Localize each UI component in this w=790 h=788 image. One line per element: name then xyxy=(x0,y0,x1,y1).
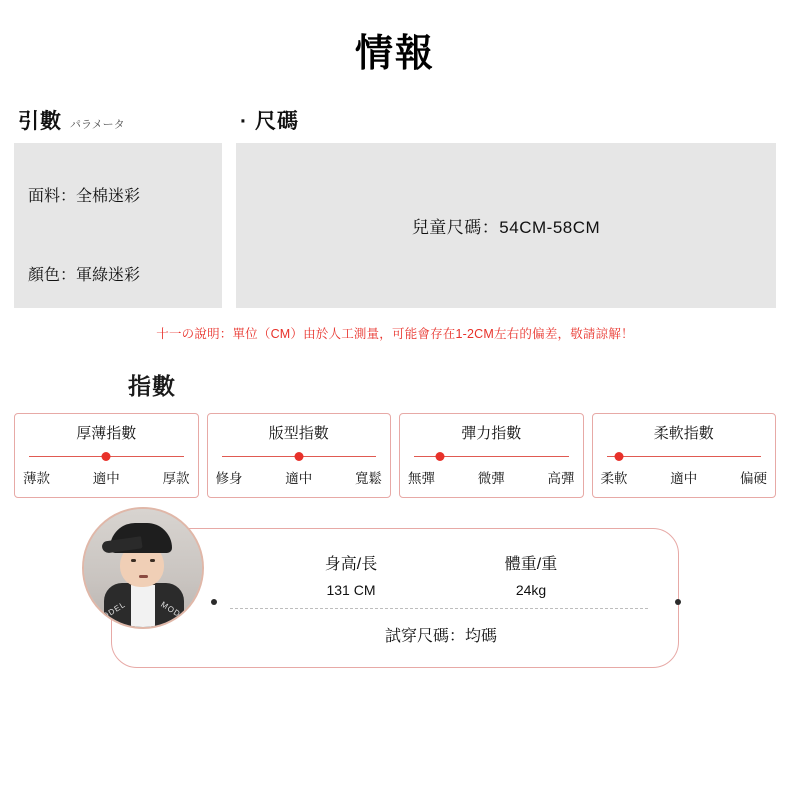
index-row xyxy=(0,413,790,498)
scale-marker-dot xyxy=(102,452,111,461)
params-heading-sub: パラメータ xyxy=(70,119,125,131)
page-title: 情報 xyxy=(354,33,435,75)
index-label: 適中 xyxy=(670,471,698,486)
info-row xyxy=(0,105,790,308)
index-card xyxy=(399,413,584,498)
connector-dot-left xyxy=(211,599,217,605)
stat-height xyxy=(296,551,406,598)
index-scale xyxy=(414,450,569,464)
avatar-eye-right xyxy=(150,559,155,562)
index-scale xyxy=(29,450,184,464)
params-panel xyxy=(14,143,222,308)
index-card xyxy=(207,413,392,498)
avatar-watermark-left: MODEL xyxy=(94,599,128,626)
size-panel xyxy=(236,143,776,308)
scale-marker-dot xyxy=(294,452,303,461)
stat-value: 131 CM xyxy=(326,582,376,598)
index-label: 微彈 xyxy=(477,471,505,486)
try-on-size: 試穿尺碼：均碼 xyxy=(384,628,497,645)
params-color: 顏色：軍綠迷彩 xyxy=(28,267,141,284)
model-stats xyxy=(220,529,662,598)
index-labels xyxy=(23,467,190,487)
size-value: 兒童尺碼：54CM-58CM xyxy=(411,218,601,237)
params-column xyxy=(14,105,222,308)
index-card xyxy=(592,413,777,498)
size-heading xyxy=(236,105,776,135)
index-scale xyxy=(607,450,762,464)
index-card-title: 厚薄指數 xyxy=(76,425,137,442)
index-card-title: 彈力指數 xyxy=(461,425,522,442)
stat-key: 體重/重 xyxy=(504,556,558,573)
params-fabric: 面料：全棉迷彩 xyxy=(28,188,141,205)
model-card xyxy=(94,528,679,668)
index-card-title: 版型指數 xyxy=(268,425,329,442)
model-details xyxy=(220,529,662,667)
avatar-mouth xyxy=(139,575,148,578)
stat-value: 24kg xyxy=(515,582,547,598)
stat-key: 身高/長 xyxy=(324,556,378,573)
index-label: 寬鬆 xyxy=(355,471,382,486)
measurement-note: 十一の說明：單位（CM）由於人工測量，可能會存在1-2CM左右的偏差，敬請諒解！ xyxy=(156,327,634,341)
index-label: 適中 xyxy=(285,471,313,486)
size-heading-main: 尺碼 xyxy=(255,110,299,133)
scale-bar xyxy=(607,456,762,457)
avatar-eye-left xyxy=(131,559,136,562)
index-label: 柔軟 xyxy=(600,471,628,486)
index-scale xyxy=(222,450,377,464)
index-label: 修身 xyxy=(215,471,243,486)
index-label: 無彈 xyxy=(408,471,435,486)
index-card xyxy=(14,413,199,498)
index-label: 薄款 xyxy=(23,471,50,486)
index-label: 適中 xyxy=(92,471,120,486)
avatar xyxy=(82,507,204,629)
params-heading-main: 引數 xyxy=(18,110,62,133)
index-labels xyxy=(216,467,383,487)
index-label: 偏硬 xyxy=(740,471,767,486)
size-heading-dot: · xyxy=(240,110,247,133)
avatar-watermark-right: MODEL xyxy=(158,599,192,626)
index-labels xyxy=(601,467,768,487)
index-labels xyxy=(408,467,575,487)
index-title: 指數 xyxy=(128,373,176,399)
params-heading xyxy=(14,105,222,135)
index-label: 高彈 xyxy=(547,471,575,486)
index-label: 厚款 xyxy=(162,471,190,486)
connector-dot-right xyxy=(675,599,681,605)
index-card-title: 柔軟指數 xyxy=(653,425,714,442)
stat-weight xyxy=(476,551,586,598)
scale-marker-dot xyxy=(614,452,623,461)
divider xyxy=(230,608,648,609)
scale-marker-dot xyxy=(436,452,445,461)
avatar-shirt xyxy=(131,585,155,629)
size-column xyxy=(236,105,776,308)
